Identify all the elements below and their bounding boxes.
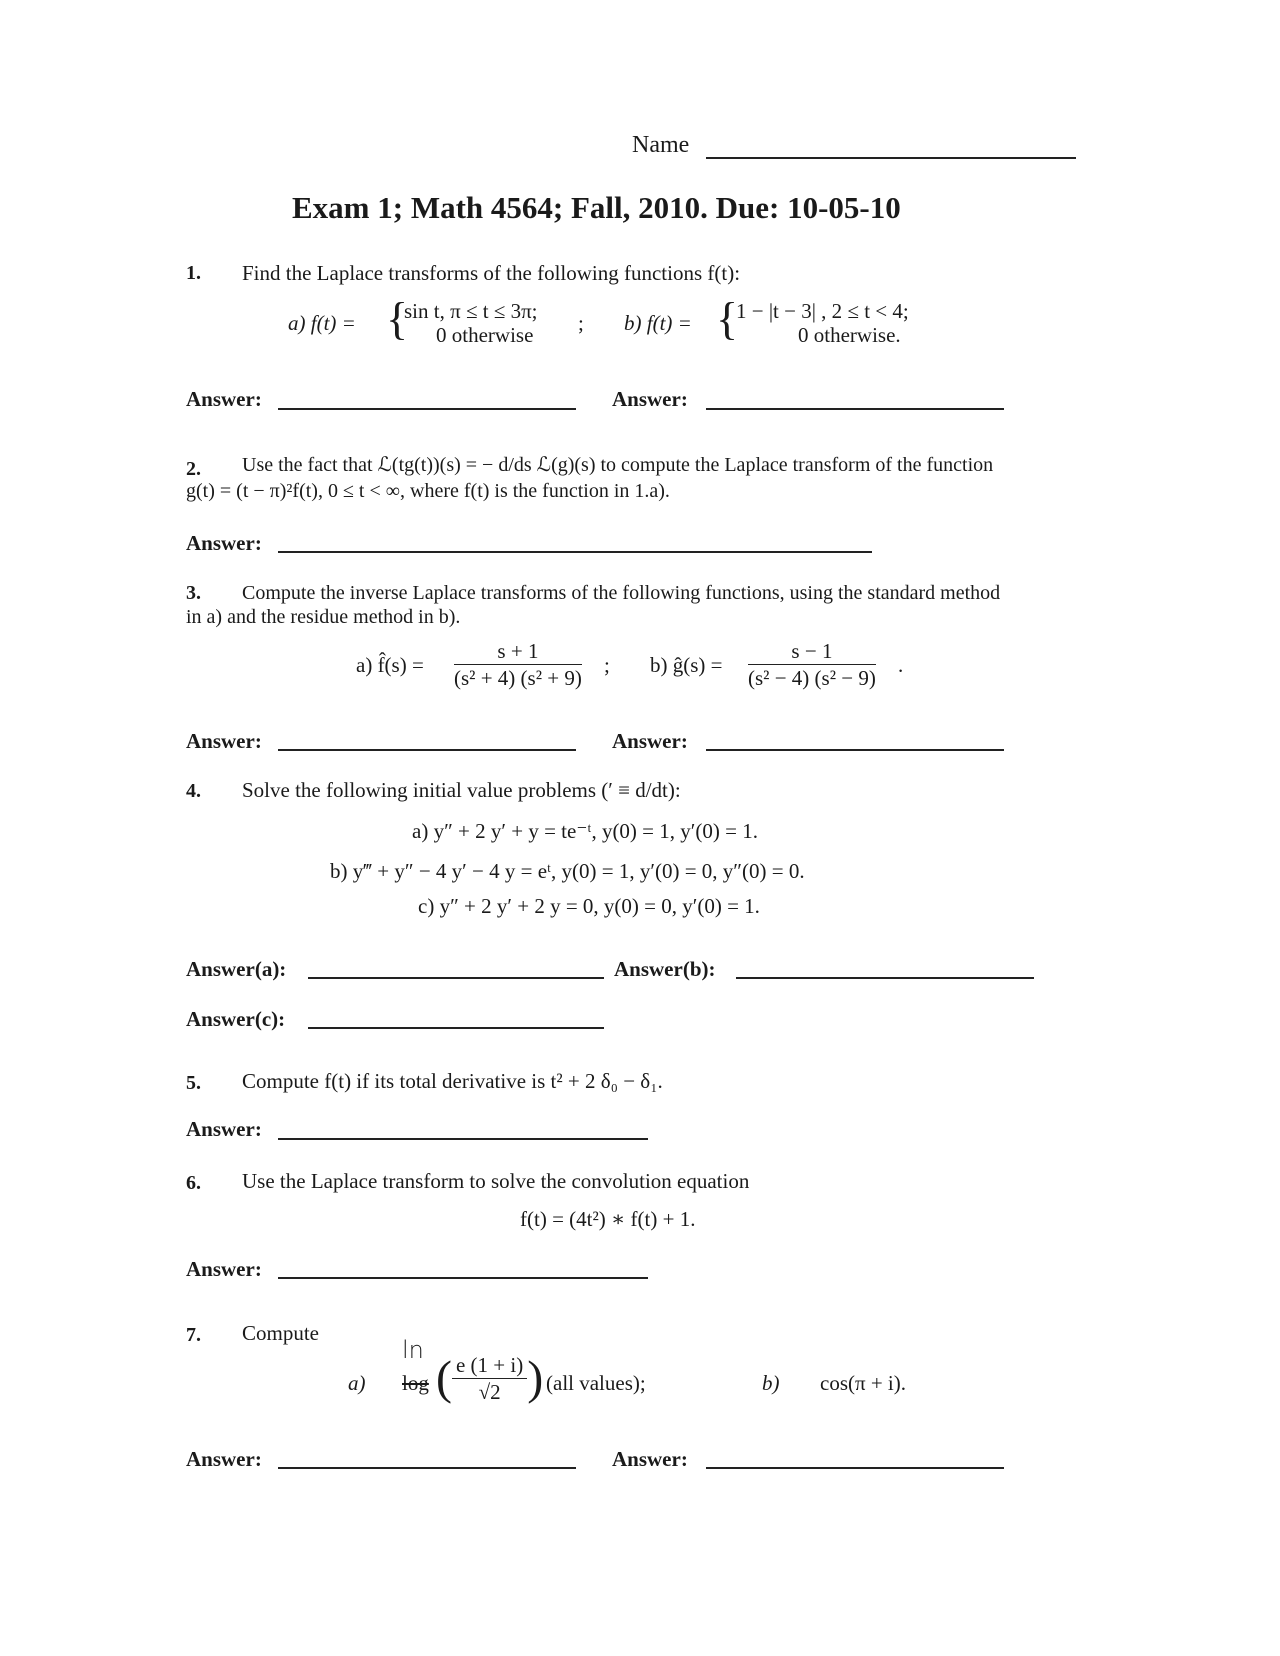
problem-6-equation: f(t) = (4t²) ∗ f(t) + 1. (520, 1207, 696, 1231)
answer-7b-label: Answer: (612, 1447, 688, 1471)
problem-1b-case2: 0 otherwise. (798, 323, 901, 347)
problem-5-text: Compute f(t) if its total derivative is t² + 2 δ₀ − δ₁. (242, 1069, 663, 1093)
answer-4a-label: Answer(a): (186, 957, 287, 981)
problem-3b-lhs: b) ĝ(s) = (650, 653, 723, 677)
struck-log: log (402, 1371, 429, 1395)
problem-2-line1: Use the fact that ℒ(tg(t))(s) = − d/ds ℒ(g)(s) to compute the Laplace transform of the function (242, 454, 994, 476)
problem-7a-numerator: e (1 + i) (452, 1352, 527, 1379)
answer-7b-line[interactable] (706, 1467, 1004, 1469)
problem-1a-brace: { (386, 293, 409, 344)
problem-1a-semicolon: ; (578, 311, 584, 335)
answer-1b-label: Answer: (612, 387, 688, 411)
problem-3b-end: . (898, 653, 904, 677)
problem-4c-equation: c) y″ + 2 y′ + 2 y = 0, y(0) = 0, y′(0) = 1. (418, 894, 760, 918)
answer-3b-label: Answer: (612, 729, 688, 753)
problem-7a-fraction-group (436, 1352, 543, 1405)
right-paren: ) (527, 1351, 544, 1405)
left-paren: ( (436, 1351, 452, 1405)
problem-3a-numerator: s + 1 (454, 638, 582, 665)
exam-title: Exam 1; Math 4564; Fall, 2010. Due: 10-05-10 (292, 190, 901, 225)
problem-3b-numerator: s − 1 (748, 638, 876, 665)
problem-6-number: 6. (186, 1172, 201, 1194)
answer-4c-line[interactable] (308, 1027, 604, 1029)
problem-1-number: 1. (186, 262, 201, 284)
problem-1b-brace: { (716, 293, 739, 344)
answer-6-label: Answer: (186, 1257, 262, 1281)
problem-3-line2: in a) and the residue method in b). (186, 606, 461, 628)
problem-7b-label: b) (762, 1371, 780, 1395)
problem-6-text: Use the Laplace transform to solve the convolution equation (242, 1169, 750, 1193)
problem-3-line1: Compute the inverse Laplace transforms of the following functions, using the standard method (242, 582, 1001, 604)
answer-3a-line[interactable] (278, 749, 576, 751)
problem-3-number: 3. (186, 582, 201, 604)
problem-4-text: Solve the following initial value problems (′ ≡ d/dt): (242, 778, 681, 802)
problem-1b-lhs: b) f(t) = (624, 311, 692, 335)
answer-6-line[interactable] (278, 1277, 648, 1279)
problem-1b-case1: 1 − |t − 3| , 2 ≤ t < 4; (736, 299, 909, 323)
answer-4b-label: Answer(b): (614, 957, 716, 981)
problem-3a-lhs: a) f̂(s) = (356, 653, 424, 677)
problem-1a-case1: sin t, π ≤ t ≤ 3π; (404, 299, 538, 323)
problem-7a-label: a) (348, 1371, 366, 1395)
problem-2-number: 2. (186, 458, 201, 480)
answer-4c-label: Answer(c): (186, 1007, 286, 1031)
problem-4a-equation: a) y″ + 2 y′ + y = te⁻ᵗ, y(0) = 1, y′(0) = 1. (412, 819, 758, 843)
problem-5-number: 5. (186, 1072, 201, 1094)
answer-1a-label: Answer: (186, 387, 262, 411)
problem-4b-equation: b) y‴ + y″ − 4 y′ − 4 y = eᵗ, y(0) = 1, y′(0) = 0, y″(0) = 0. (330, 859, 805, 883)
problem-7a-denominator: √2 (478, 1380, 501, 1404)
answer-2-label: Answer: (186, 531, 262, 555)
problem-2-line2: g(t) = (t − π)²f(t), 0 ≤ t < ∞, where f(t) is the function in 1.a). (186, 480, 670, 502)
problem-7b-expression: cos(π + i). (820, 1371, 907, 1395)
problem-1a-lhs: a) f(t) = (288, 311, 356, 335)
problem-3a-end: ; (604, 653, 610, 677)
answer-1b-line[interactable] (706, 408, 1004, 410)
answer-4b-line[interactable] (736, 977, 1034, 979)
name-label: Name (632, 132, 690, 158)
name-field-line[interactable] (706, 157, 1076, 159)
problem-7-text: Compute (242, 1321, 319, 1345)
answer-1a-line[interactable] (278, 408, 576, 410)
answer-4a-line[interactable] (308, 977, 604, 979)
problem-1-text: Find the Laplace transforms of the following functions f(t): (242, 261, 741, 285)
problem-3a-denominator: (s² + 4) (s² + 9) (454, 666, 582, 690)
answer-7a-label: Answer: (186, 1447, 262, 1471)
problem-1a-case2: 0 otherwise (436, 323, 534, 347)
answer-3b-line[interactable] (706, 749, 1004, 751)
answer-3a-label: Answer: (186, 729, 262, 753)
problem-3b-denominator: (s² − 4) (s² − 9) (748, 666, 876, 690)
answer-5-label: Answer: (186, 1117, 262, 1141)
problem-7-number: 7. (186, 1324, 201, 1346)
problem-3b-fraction (748, 638, 876, 691)
answer-7a-line[interactable] (278, 1467, 576, 1469)
answer-5-line[interactable] (278, 1138, 648, 1140)
problem-7a-tail: (all values); (546, 1371, 646, 1395)
handwritten-ln: ln (402, 1336, 424, 1364)
problem-4-number: 4. (186, 780, 201, 802)
problem-3a-fraction (454, 638, 582, 691)
answer-2-line[interactable] (278, 551, 872, 553)
